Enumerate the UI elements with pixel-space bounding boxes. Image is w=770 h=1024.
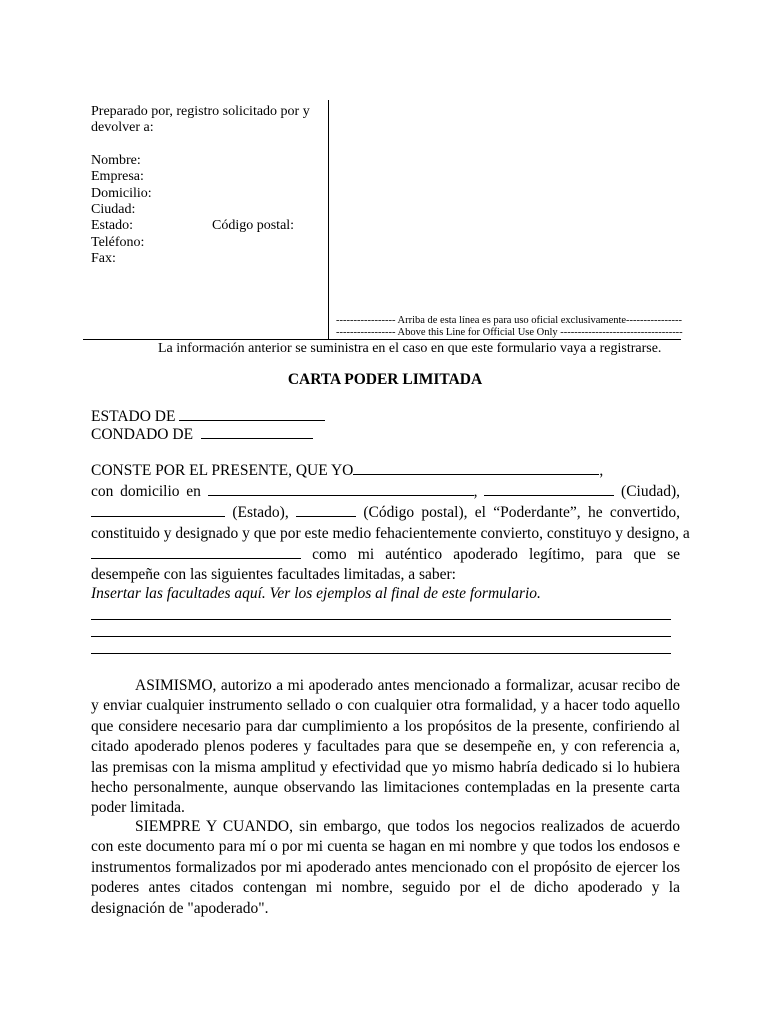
grantor-name-blank[interactable] [353,460,599,475]
powers-line-3[interactable] [91,653,671,654]
city-blank[interactable] [484,481,614,496]
registration-note: La información anterior se suministra en el caso en que este formulario vaya a registrarse. [158,341,662,356]
field-ciudad: Ciudad: [91,202,136,217]
grant-line-2 [91,481,680,502]
header-divider-horizontal [83,339,681,340]
attorney-name-blank[interactable] [91,544,301,559]
grant-line-4: constituido y designado y que por este medio fehacientemente convierto, constituyo y designo, a [91,524,690,542]
paragraph-asimismo-text: ASIMISMO, autorizo a mi apoderado antes mencionado a formalizar, acusar recibo de y enviar cualquier instrumento sellado o con cualquier otra formalidad, y a hacer todo aquello que considere necesario para dar cumplimiento a los propósitos de la presente, confiriendo al citado apoderado plenos poderes y facultades para que se desempeñe en, y con referencia a, las premisas con la misma amplitud y efectividad que yo mismo habría dedicado si lo hubiera hecho personalmente, aunque observando las limitaciones contempladas en la presente carta poder limitada. [91,677,680,817]
grant-text: como mi auténtico apoderado legítimo, para que se [312,545,681,563]
field-codigo-postal: Código postal: [212,218,295,233]
condado-blank[interactable] [201,424,313,439]
field-empresa: Empresa: [91,169,144,184]
city-label: (Ciudad), [621,483,681,501]
official-use-spanish: ----------------- Arriba de esta línea es para uso oficial exclusivamente---------------- [336,315,683,326]
grant-text: (Código postal), el “Poderdante”, he convertido, [363,504,681,522]
official-use-english: ----------------- Above this Line for Official Use Only ----------------------------------- [336,327,683,338]
grant-line-5 [91,544,680,565]
header-divider-vertical [328,100,329,340]
grant-line-3 [91,502,680,523]
prepared-by-line1: Preparado por, registro solicitado por y [91,104,310,119]
address-blank[interactable] [208,481,474,496]
zip-blank[interactable] [296,502,356,517]
field-estado: Estado: [91,218,133,233]
state-label: (Estado), [232,504,289,522]
grant-line-1 [91,460,680,481]
paragraph-asimismo [91,676,680,819]
grant-block [91,460,690,585]
powers-line-1[interactable] [91,619,671,620]
paragraph-siempre [91,817,680,919]
powers-line-2[interactable] [91,636,671,637]
grant-comma: , [473,483,478,501]
insert-powers-note: Insertar las facultades aquí. Ver los ejemplos al final de este formulario. [91,585,541,602]
grant-text: con domicilio en [91,483,201,501]
paragraph-siempre-text: SIEMPRE Y CUANDO, sin embargo, que todos los negocios realizados de acuerdo con este documento para mí o por mi cuenta se hagan en mi nombre y que todos los endosos e instrumentos formalizados por mi apoderado antes mencionado con el propósito de ejercer los poderes antes citados contengan mi nombre, seguido por el de dicho apoderado y la designación de "apoderado". [91,818,680,917]
state-blank[interactable] [91,502,225,517]
field-telefono: Teléfono: [91,235,145,250]
grant-text: CONSTE POR EL PRESENTE, QUE YO [91,462,354,479]
estado-blank[interactable] [179,406,325,421]
field-nombre: Nombre: [91,153,141,168]
document-title: CARTA PODER LIMITADA [287,371,483,388]
estado-line [91,406,325,425]
grant-comma: , [599,462,604,479]
field-domicilio: Domicilio: [91,186,152,201]
estado-label: ESTADO DE [91,408,176,425]
grant-line-6: desempeñe con las siguientes facultades limitadas, a saber: [91,566,456,584]
condado-line [91,424,313,443]
field-fax: Fax: [91,251,116,266]
condado-label: CONDADO DE [91,426,194,443]
prepared-by-line2: devolver a: [91,120,154,135]
